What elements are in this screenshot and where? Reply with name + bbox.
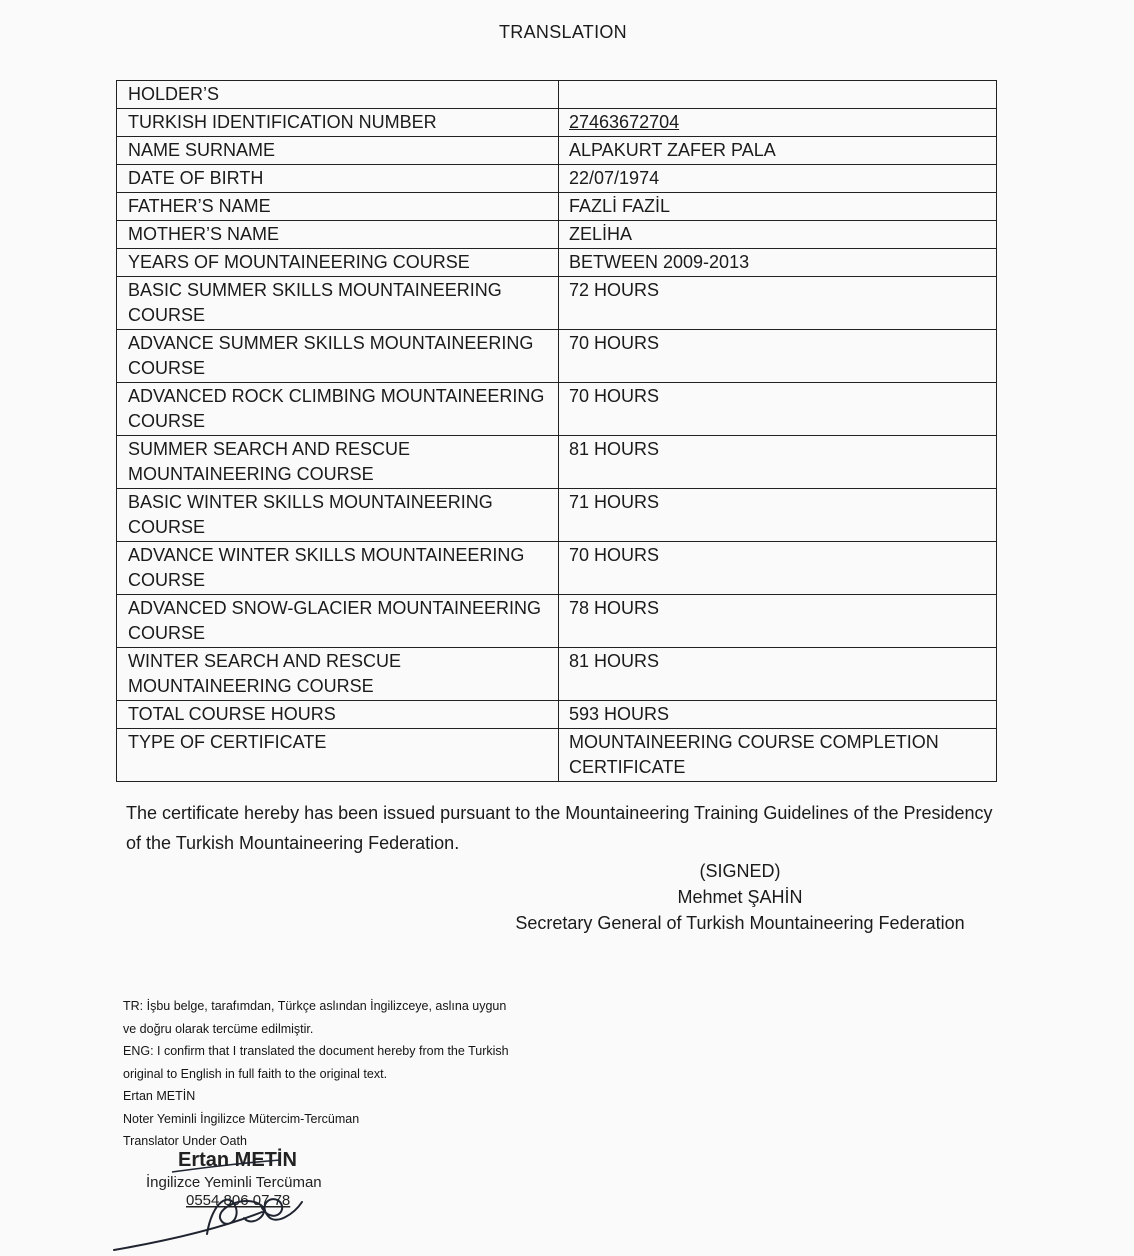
row-value: 70 HOURS bbox=[559, 330, 997, 383]
signed-marker: (SIGNED) bbox=[699, 861, 781, 881]
table-row bbox=[117, 729, 997, 782]
table-row bbox=[117, 595, 997, 648]
row-value: 593 HOURS bbox=[559, 701, 997, 729]
row-value bbox=[559, 81, 997, 109]
row-label: ADVANCED ROCK CLIMBING MOUNTAINEERING COURSE bbox=[117, 383, 559, 436]
row-label: ADVANCED SNOW-GLACIER MOUNTAINEERING COURSE bbox=[117, 595, 559, 648]
table-row bbox=[117, 81, 997, 109]
row-value: 71 HOURS bbox=[559, 489, 997, 542]
row-value: BETWEEN 2009-2013 bbox=[559, 249, 997, 277]
stamp-phone: 0554 806 07 78 bbox=[186, 1192, 291, 1209]
row-value: 78 HOURS bbox=[559, 595, 997, 648]
certificate-details-table bbox=[116, 80, 997, 782]
translator-note-line: original to English in full faith to the original text. bbox=[123, 1066, 388, 1081]
row-label: DATE OF BIRTH bbox=[117, 165, 559, 193]
row-label: NAME SURNAME bbox=[117, 137, 559, 165]
stamp-and-signature bbox=[112, 1142, 372, 1254]
signatory-title: Secretary General of Turkish Mountaineering Federation bbox=[515, 913, 965, 933]
table-row bbox=[117, 137, 997, 165]
issuance-statement: The certificate hereby has been issued pursuant to the Mountaineering Training Guidelines of the Presidency of the Turkish Mountaineering Federation. bbox=[126, 803, 993, 853]
translator-note-line: TR: İşbu belge, tarafımdan, Türkçe aslından İngilizceye, aslına uygun bbox=[123, 999, 507, 1013]
row-value: MOUNTAINEERING COURSE COMPLETION CERTIFICATE bbox=[559, 729, 997, 782]
translator-name: Ertan METİN bbox=[123, 1089, 196, 1103]
table-row bbox=[117, 648, 997, 701]
stamp-name: Ertan METİN bbox=[178, 1149, 297, 1171]
row-label: MOTHER’S NAME bbox=[117, 221, 559, 249]
table-row bbox=[117, 701, 997, 729]
identification-number-value: 27463672704 bbox=[569, 112, 680, 132]
row-label: BASIC SUMMER SKILLS MOUNTAINEERING COURSE bbox=[117, 277, 559, 330]
translator-note-line: ENG: I confirm that I translated the document hereby from the Turkish bbox=[123, 1044, 509, 1058]
row-label: TYPE OF CERTIFICATE bbox=[117, 729, 559, 782]
row-value: 70 HOURS bbox=[559, 542, 997, 595]
row-value: 81 HOURS bbox=[559, 436, 997, 489]
signature-block bbox=[420, 858, 1060, 936]
translator-role-en: Translator Under Oath bbox=[123, 1134, 247, 1148]
row-label: SUMMER SEARCH AND RESCUE MOUNTAINEERING COURSE bbox=[117, 436, 559, 489]
row-value: 22/07/1974 bbox=[559, 165, 997, 193]
translator-certification bbox=[123, 995, 593, 1153]
table-row bbox=[117, 330, 997, 383]
table-row bbox=[117, 109, 997, 137]
row-value: 70 HOURS bbox=[559, 383, 997, 436]
row-label: BASIC WINTER SKILLS MOUNTAINEERING COURSE bbox=[117, 489, 559, 542]
stamp-role: İngilizce Yeminli Tercüman bbox=[146, 1174, 322, 1191]
translator-role-tr: Noter Yeminli İngilizce Mütercim-Tercüman bbox=[123, 1111, 360, 1126]
table-row bbox=[117, 277, 997, 330]
row-value: 72 HOURS bbox=[559, 277, 997, 330]
row-label: YEARS OF MOUNTAINEERING COURSE bbox=[117, 249, 559, 277]
row-label: WINTER SEARCH AND RESCUE MOUNTAINEERING COURSE bbox=[117, 648, 559, 701]
table-row bbox=[117, 542, 997, 595]
table-row bbox=[117, 489, 997, 542]
row-value: ALPAKURT ZAFER PALA bbox=[559, 137, 997, 165]
row-label: HOLDER’S bbox=[117, 81, 559, 109]
signatory-name: Mehmet ŞAHİN bbox=[677, 887, 803, 907]
row-label: TURKISH IDENTIFICATION NUMBER bbox=[117, 109, 559, 137]
row-label: FATHER’S NAME bbox=[117, 193, 559, 221]
row-label: ADVANCE SUMMER SKILLS MOUNTAINEERING COURSE bbox=[117, 330, 559, 383]
row-label: TOTAL COURSE HOURS bbox=[117, 701, 559, 729]
table-row bbox=[117, 221, 997, 249]
row-label: ADVANCE WINTER SKILLS MOUNTAINEERING COURSE bbox=[117, 542, 559, 595]
translator-note-line: ve doğru olarak tercüme edilmiştir. bbox=[123, 1021, 314, 1036]
row-value: FAZLİ FAZİL bbox=[559, 193, 997, 221]
row-value: ZELİHA bbox=[559, 221, 997, 249]
table-row bbox=[117, 383, 997, 436]
page-title: TRANSLATION bbox=[499, 22, 627, 42]
row-value: 81 HOURS bbox=[559, 648, 997, 701]
translator-stamp bbox=[112, 1142, 372, 1254]
table-row bbox=[117, 249, 997, 277]
table-row bbox=[117, 165, 997, 193]
table-row bbox=[117, 193, 997, 221]
table-row bbox=[117, 436, 997, 489]
